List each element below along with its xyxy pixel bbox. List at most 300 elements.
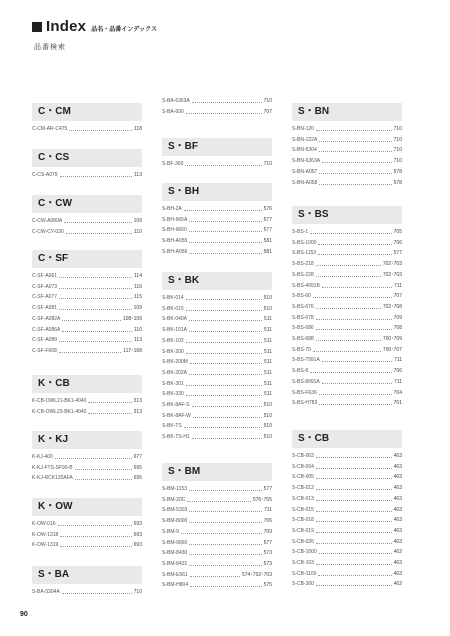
index-entry [292, 249, 402, 258]
section-heading: S・BH [162, 183, 272, 201]
leader-dots [322, 383, 392, 384]
item-code: S-CB-026 [292, 538, 314, 545]
item-code: K-KJ-400 [32, 454, 53, 460]
item-code: S-BM-5303 [162, 507, 188, 514]
item-code: S-BM-8431 [162, 560, 188, 567]
index-entry [32, 217, 142, 226]
index-entry [162, 571, 272, 580]
item-page: 677 [133, 454, 142, 460]
index-entry [292, 473, 402, 482]
leader-dots [316, 532, 392, 533]
item-page: 695 [133, 475, 142, 482]
index-entry [292, 463, 402, 472]
index-entry [162, 315, 272, 324]
index-entry [162, 549, 272, 558]
item-code: C-SF-A081 [32, 305, 58, 312]
item-page: 463 [393, 517, 402, 524]
item-code: S-BK-TS [162, 423, 182, 430]
item-code: S-BN-120 [292, 126, 314, 132]
leader-dots [318, 244, 391, 245]
leader-dots [66, 233, 132, 234]
leader-dots [55, 458, 132, 459]
item-page: 708 [393, 325, 402, 332]
leader-dots [189, 242, 261, 243]
item-page: 710 [393, 136, 402, 143]
item-code: S-CB-015 [292, 506, 314, 513]
index-entry [162, 369, 272, 378]
item-page: 109 [133, 305, 142, 312]
item-page: 706 [393, 239, 402, 246]
item-code: S-BH-9660 [162, 227, 187, 234]
item-code: S-BS-1000 [292, 239, 317, 246]
leader-dots [193, 417, 262, 418]
item-code: S-BK-015 [162, 305, 184, 312]
leader-dots [184, 427, 262, 428]
item-code: S-BM-20C [162, 496, 186, 503]
item-code: S-CB-005 [292, 474, 314, 481]
item-page: 462 [393, 581, 402, 588]
index-entry [292, 538, 402, 547]
page-number: 90 [20, 611, 28, 618]
leader-dots [316, 308, 381, 309]
leader-dots [187, 501, 250, 502]
item-code: S-BS-F636 [292, 389, 317, 396]
item-page: 707 [393, 293, 402, 300]
index-entry [292, 367, 402, 376]
item-page: 510 [263, 434, 272, 441]
item-code: S-BH-965A [162, 216, 188, 223]
item-page: 510 [263, 412, 272, 419]
item-page: 710 [263, 98, 272, 104]
leader-dots [319, 141, 391, 142]
item-code: S-BK-200 [162, 348, 184, 355]
index-entry [32, 464, 142, 473]
square-bullet-icon [32, 22, 42, 32]
item-code: S-BH-2A [162, 206, 182, 212]
index-entry [162, 305, 272, 314]
index-entry [162, 528, 272, 537]
index-entry [162, 380, 272, 389]
leader-dots [184, 210, 262, 211]
index-entry [32, 293, 142, 302]
leader-dots [59, 298, 132, 299]
item-page: 701 [393, 400, 402, 407]
item-page: 108･109 [122, 315, 142, 322]
item-code: S-BM-8000 [162, 518, 188, 525]
index-entry [292, 452, 402, 461]
item-page: 463 [393, 453, 402, 459]
item-code: C-CW-CY-030 [32, 228, 64, 235]
index-entry [292, 559, 402, 568]
leader-dots [186, 385, 262, 386]
leader-dots [59, 288, 132, 289]
index-entry [32, 228, 142, 237]
index-entry [292, 228, 402, 237]
index-subtitle: 品名・品番インデックス [91, 26, 158, 33]
section-heading: S・BN [292, 103, 402, 121]
item-code: S-BN-A057 [292, 168, 318, 175]
index-entry [32, 453, 142, 462]
item-page: 116 [134, 283, 142, 290]
index-entry [292, 314, 402, 323]
leader-dots [189, 522, 261, 523]
item-page: 577 [263, 486, 272, 492]
section-heading: S・BM [162, 463, 272, 481]
item-code: S-BS-8991A [292, 378, 320, 385]
leader-dots [189, 320, 262, 321]
leader-dots [316, 521, 392, 522]
leader-dots [319, 151, 392, 152]
index-entry [292, 570, 402, 579]
index-entry [162, 337, 272, 346]
index-entry [162, 485, 272, 494]
item-code: S-BA-5304A [32, 589, 60, 595]
item-code: S-BA-6363A [162, 98, 190, 104]
item-code: S-BN-122A [292, 136, 318, 143]
item-page: 511 [264, 327, 272, 334]
leader-dots [192, 406, 262, 407]
leader-dots [60, 536, 131, 537]
item-page: 114 [134, 273, 142, 279]
item-page: 706 [393, 368, 402, 375]
index-entry [292, 495, 402, 504]
item-code: S-BN-6363A [292, 158, 321, 165]
leader-dots [60, 176, 132, 177]
item-code: S-BK-202A [162, 369, 188, 376]
index-entry [162, 422, 272, 431]
item-page: 463 [393, 463, 402, 470]
item-page: 710 [133, 589, 142, 595]
item-page: 109 [133, 218, 142, 224]
item-code: S-BH-A055 [162, 238, 188, 245]
item-code: C-SF-A061 [32, 273, 58, 279]
leader-dots [186, 310, 262, 311]
leader-dots [62, 331, 132, 332]
item-code: C-SF-A086A [32, 326, 61, 333]
index-entry [292, 506, 402, 515]
item-page: 700･707 [382, 346, 402, 353]
index-entry [162, 412, 272, 421]
leader-dots [316, 478, 392, 479]
item-page: 707 [263, 108, 272, 115]
item-page: 463 [393, 527, 402, 534]
item-code: K-OW-016 [32, 521, 56, 527]
item-page: 462 [393, 549, 402, 556]
index-entry [292, 527, 402, 536]
item-code: S-BS-688 [292, 336, 314, 342]
item-page: 576 [263, 206, 272, 212]
item-code: S-BN-5304 [292, 147, 317, 154]
leader-dots [316, 329, 392, 330]
leader-dots [62, 593, 132, 594]
item-page: 575 [263, 582, 272, 589]
leader-dots [190, 576, 240, 577]
item-code: S-BS-60 [292, 293, 311, 300]
item-code: K-CB-OWL21-BK1-4040 [32, 398, 87, 404]
item-code: C-CS-A079 [32, 172, 58, 178]
index-entry [32, 397, 142, 406]
leader-dots [310, 372, 392, 373]
leader-dots [316, 468, 392, 469]
item-code: S-BM-9 [162, 528, 179, 535]
item-code: S-BN-A058 [292, 179, 318, 186]
leader-dots [59, 352, 121, 353]
item-page: 117･168 [123, 347, 142, 354]
item-code: K-OW-1319 [32, 542, 59, 549]
leader-dots [190, 586, 262, 587]
item-page: 577 [393, 250, 402, 257]
index-entry [162, 205, 272, 214]
item-page: 693 [133, 542, 142, 549]
section-heading: S・BK [162, 272, 272, 290]
item-code: S-BK-8AF-S [162, 402, 190, 408]
item-code: S-BS-686 [292, 325, 314, 332]
index-entry [162, 160, 272, 169]
item-code: S-CB-018 [292, 517, 314, 524]
item-page: 110 [134, 228, 142, 235]
item-page: 693 [133, 521, 142, 527]
item-code: C-CW-A080A [32, 218, 63, 224]
item-page: 510 [263, 305, 272, 312]
leader-dots [316, 564, 392, 565]
index-entry [162, 496, 272, 505]
index-entry [162, 248, 272, 257]
leader-dots [189, 231, 262, 232]
index-entry [32, 336, 142, 345]
leader-dots [318, 254, 392, 255]
item-page: 463 [393, 474, 402, 481]
item-code: S-CB-012 [292, 485, 314, 492]
leader-dots [60, 546, 131, 547]
leader-dots [319, 404, 391, 405]
item-page: 710 [263, 161, 272, 167]
section-heading: K・CB [32, 375, 142, 393]
index-entry [292, 356, 402, 365]
leader-dots [319, 553, 392, 554]
leader-dots [189, 565, 261, 566]
item-page: 313 [133, 398, 142, 404]
leader-dots [69, 130, 132, 131]
item-page: 710 [393, 126, 402, 132]
item-page: 695 [133, 464, 142, 471]
item-code: S-BS-1 [292, 229, 309, 235]
leader-dots [64, 222, 131, 223]
item-page: 578 [393, 179, 402, 186]
leader-dots [189, 253, 261, 254]
index-entry [32, 272, 142, 281]
index-entry [32, 283, 142, 292]
item-code: S-BA-690 [162, 108, 184, 115]
leader-dots [316, 319, 392, 320]
leader-dots [59, 341, 132, 342]
section-heading: C・SF [32, 250, 142, 268]
leader-dots [322, 162, 392, 163]
index-entry [292, 399, 402, 408]
item-page: 702･708 [382, 303, 402, 310]
index-entry [292, 157, 402, 166]
index-entry [292, 260, 402, 269]
item-code: K-KJ-RCK120AFA [32, 475, 73, 482]
item-page: 511 [264, 316, 272, 323]
leader-dots [181, 533, 262, 534]
item-code: S-BS-8 [292, 368, 309, 375]
leader-dots [313, 351, 381, 352]
index-entry [292, 271, 402, 280]
leader-dots [318, 575, 391, 576]
item-page: 313 [133, 408, 142, 415]
index-entry [162, 539, 272, 548]
item-code: S-BK-101A [162, 327, 188, 334]
leader-dots [319, 184, 391, 185]
item-page: 511 [264, 337, 272, 344]
item-page: 463 [393, 485, 402, 492]
item-page: 711 [394, 357, 402, 364]
item-page: 463 [393, 495, 402, 502]
section-heading: S・CB [292, 430, 402, 448]
item-page: 700･709 [382, 336, 402, 342]
item-page: 573 [263, 560, 272, 567]
item-page: 577 [263, 227, 272, 234]
item-page: 581 [263, 238, 272, 245]
item-code: S-BS-676 [292, 303, 314, 310]
leader-dots [316, 340, 381, 341]
leader-dots [319, 394, 392, 395]
section-heading: K・KJ [32, 431, 142, 449]
index-entry [32, 347, 142, 356]
index-entry [162, 294, 272, 303]
leader-dots [186, 113, 262, 114]
index-entry [162, 237, 272, 246]
item-code: S-BK-301 [162, 380, 184, 387]
index-entry [292, 484, 402, 493]
item-page: 118 [134, 126, 142, 132]
item-code: S-BS-7991A [292, 357, 320, 364]
item-page: 511 [264, 348, 272, 355]
item-code: C-CM-AR-C475 [32, 126, 68, 132]
section-heading: S・BF [162, 138, 272, 156]
leader-dots [310, 233, 392, 234]
leader-dots [316, 489, 392, 490]
index-entry [292, 580, 402, 589]
item-page: 705 [393, 229, 402, 235]
item-page: 711 [394, 282, 402, 289]
index-entry [162, 226, 272, 235]
leader-dots [62, 320, 120, 321]
item-code: S-BS-H783 [292, 400, 318, 407]
item-code: S-BK-TS-H1 [162, 434, 190, 441]
index-entry [32, 531, 142, 540]
item-page: 110 [134, 326, 142, 333]
item-page: 704 [393, 389, 402, 396]
item-page: 578 [393, 168, 402, 175]
index-entry [32, 408, 142, 417]
index-entry [162, 216, 272, 225]
item-page: 115 [134, 294, 142, 301]
leader-dots [316, 457, 392, 458]
index-entry [162, 560, 272, 569]
section-heading: C・CS [32, 149, 142, 167]
leader-dots [316, 276, 381, 277]
leader-dots [185, 165, 261, 166]
index-entry [162, 517, 272, 526]
leader-dots [316, 500, 392, 501]
item-page: 463 [393, 560, 402, 566]
leader-dots [189, 511, 262, 512]
item-code: C-SF-A073 [32, 283, 58, 290]
index-entry [32, 326, 142, 335]
index-entry [292, 324, 402, 333]
leader-dots [316, 585, 392, 586]
leader-dots [316, 511, 392, 512]
leader-dots [189, 554, 261, 555]
item-code: C-SF-A077 [32, 294, 58, 301]
index-entry [162, 401, 272, 410]
item-code: S-CB-103 [292, 560, 314, 566]
item-code: S-BK-330 [162, 391, 184, 398]
index-entry [162, 506, 272, 515]
leader-dots [316, 265, 381, 266]
leader-dots [319, 173, 391, 174]
index-title: Index [46, 18, 87, 35]
index-entry [292, 179, 402, 188]
leader-dots [316, 543, 392, 544]
item-code: S-BK-200M [162, 359, 188, 366]
item-page: 709 [263, 528, 272, 535]
index-entry [292, 292, 402, 301]
item-code: K-CB-OWL23-BK1-4040 [32, 408, 87, 415]
item-page: 581 [263, 248, 272, 255]
index-entry [32, 520, 142, 529]
item-page: 113 [134, 172, 142, 178]
item-code: S-CB-019 [292, 527, 314, 534]
item-code: S-BH-A056 [162, 248, 188, 255]
index-entry [162, 348, 272, 357]
index-entry [292, 136, 402, 145]
leader-dots [58, 525, 132, 526]
index-entry [32, 125, 142, 134]
item-page: 577 [263, 216, 272, 223]
index-entry [32, 474, 142, 483]
item-code: S-BM-H804 [162, 582, 189, 589]
item-code: S-BS-4991B [292, 282, 320, 289]
index-entry [162, 390, 272, 399]
section-heading: C・CW [32, 195, 142, 213]
item-code: S-BM-8430 [162, 550, 188, 557]
index-entry [32, 541, 142, 550]
item-page: 510 [263, 423, 272, 430]
index-entry [292, 168, 402, 177]
leader-dots [190, 363, 262, 364]
item-page: 511 [264, 380, 272, 387]
index-entry [292, 346, 402, 355]
leader-dots [59, 309, 132, 310]
leader-dots [88, 402, 131, 403]
item-page: 573 [263, 550, 272, 557]
leader-dots [186, 395, 262, 396]
index-entry [32, 304, 142, 313]
item-code: K-KJ-FTS-SF90-B [32, 464, 73, 471]
item-page: 693 [133, 531, 142, 538]
index-entry [292, 239, 402, 248]
item-page: 577 [263, 539, 272, 546]
index-entry [292, 125, 402, 134]
leader-dots [186, 342, 262, 343]
leader-dots [189, 490, 262, 491]
index-entry [32, 588, 142, 597]
index-entry [162, 433, 272, 442]
section-label: 品番検索 [34, 44, 66, 51]
index-entry [292, 146, 402, 155]
